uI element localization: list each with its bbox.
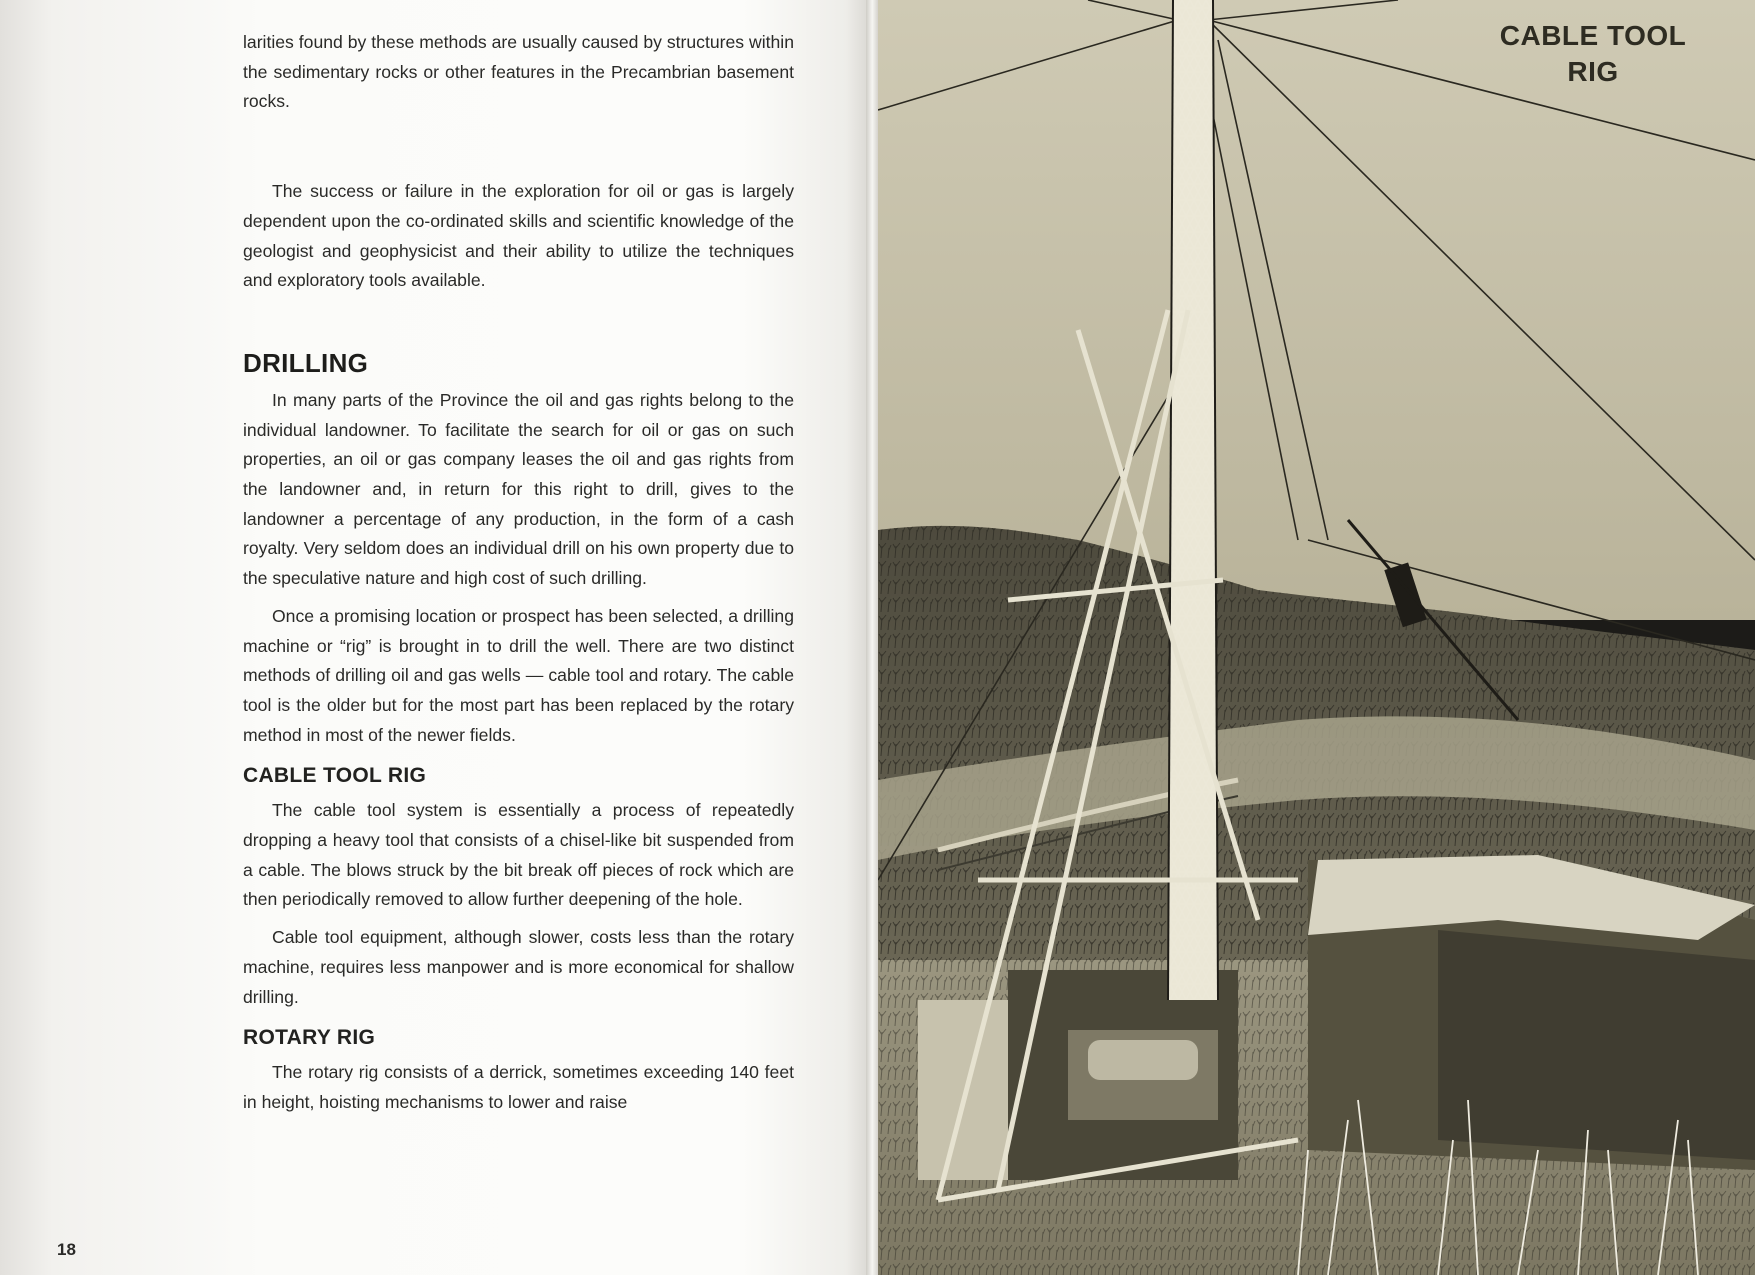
left-page [0, 0, 872, 1275]
paragraph-drilling-2: Once a promising location or prospect has been selected, a drilling machine or “rig” is brought in to drill the well. There are two distinct methods of drilling oil and gas wells — cable tool and rotary. The cable tool is the older but for the most part has been replaced by the rotary method in most of the newer fields. [243, 605, 794, 745]
photo-caption-line-2: RIG [1567, 56, 1619, 87]
paragraph-cable-1: The cable tool system is essentially a process of repeatedly dropping a heavy tool that consists of a chisel-like bit suspended from a cable. The blows struck by the bit break off pieces of rock which are then periodically removed to allow further deepening of the hole. [243, 800, 794, 910]
paragraph-rotary: The rotary rig consists of a derrick, sometimes exceeding 140 feet in height, hoisting mechanisms to lower and raise [243, 1062, 794, 1112]
photo-caption-line-1: CABLE TOOL [1499, 20, 1687, 51]
paragraph-success: The success or failure in the exploration for oil or gas is largely dependent upon the co-ordinated skills and scientific knowledge of the geologist and geophysicist and their ability to utilize the techniques and exploratory tools available. [243, 181, 794, 291]
paragraph-drilling-1: In many parts of the Province the oil and gas rights belong to the individual landowner. To facilitate the search for oil or gas on such properties, an oil or gas company leases the oil and gas rights from the landowner and, in return for this right to drill, gives to the landowner a percentage of any production, in the form of a cash royalty. Very seldom does an individual drill on his own property due to the speculative nature and high cost of such drilling. [243, 389, 794, 589]
heading-rotary-rig: ROTARY RIG [243, 1026, 376, 1050]
page-number: 18 [57, 1240, 76, 1259]
right-page [878, 0, 1755, 1275]
heading-drilling: DRILLING [243, 347, 369, 378]
photo-sky [878, 0, 1755, 620]
heading-cable-tool-rig: CABLE TOOL RIG [243, 764, 427, 788]
text-column [243, 28, 794, 1118]
photo-derrick-mast [1168, 0, 1218, 1000]
paragraph-cable-2: Cable tool equipment, although slower, costs less than the rotary machine, requires less manpower and is more economical for shallow drilling. [243, 927, 794, 1007]
photo-caption [1478, 18, 1708, 90]
paragraph-intro: larities found by these methods are usually caused by structures within the sedimentary rocks or other features in the Precambrian basement rocks. [243, 32, 794, 112]
cable-tool-rig-photo [878, 0, 1755, 1275]
